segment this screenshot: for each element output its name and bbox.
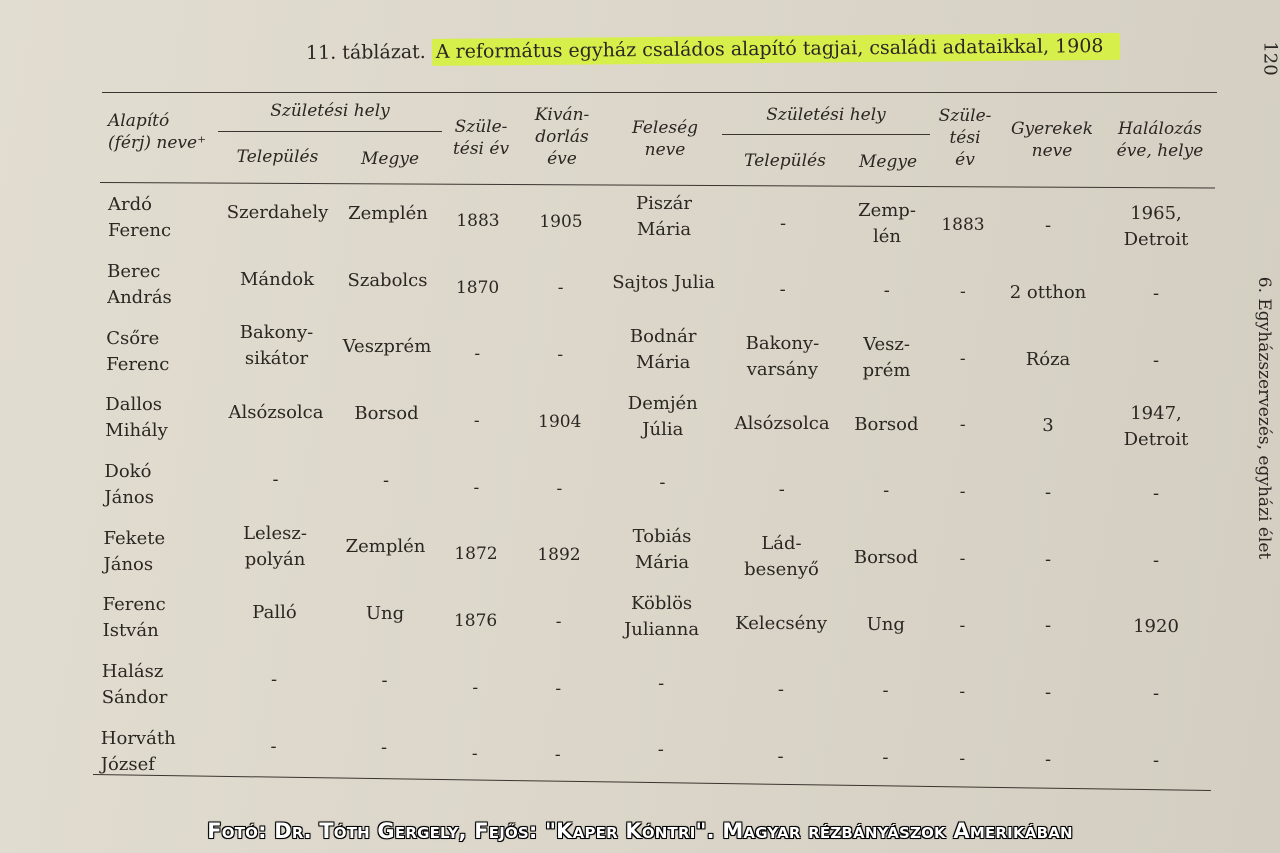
cell-wife-county: - bbox=[883, 480, 890, 502]
header-wife-birthplace-group: Születési hely bbox=[766, 105, 886, 125]
cell-wife-settlement: Bakony- varsány bbox=[745, 332, 820, 380]
cell-wife-county: Ung bbox=[866, 613, 905, 635]
cell-name: Halász Sándor bbox=[101, 661, 168, 709]
cell-children: - bbox=[1044, 748, 1052, 770]
header-children-names: Gyerekek neve bbox=[1010, 119, 1094, 161]
table-bottom-rule bbox=[93, 774, 1211, 791]
cell-wife-birth-year: - bbox=[959, 615, 966, 636]
cell-death: - bbox=[1152, 549, 1160, 571]
cell-wife: Bodnár Mária bbox=[629, 326, 697, 374]
cell-children: 2 otthon bbox=[1009, 281, 1087, 303]
cell-wife-settlement: - bbox=[777, 679, 784, 701]
header-emigration-year: Kiván- dorlás éve bbox=[534, 105, 590, 169]
cell-birth-year: - bbox=[474, 344, 481, 365]
cell-wife-settlement: - bbox=[779, 212, 787, 234]
cell-wife-county: Zemp- lén bbox=[858, 200, 916, 248]
cell-county: Ung bbox=[365, 603, 405, 625]
cell-wife-birth-year: - bbox=[959, 415, 966, 436]
header-birth-year: Szüle- tési év bbox=[452, 117, 510, 159]
cell-settlement: Mándok bbox=[239, 268, 315, 290]
cell-birth-year: 1870 bbox=[455, 277, 500, 298]
cell-county: - bbox=[381, 669, 388, 691]
table-number: 11. táblázat. bbox=[305, 40, 426, 64]
cell-county: Szabolcs bbox=[347, 269, 428, 291]
cell-wife-settlement: Kelecsény bbox=[735, 612, 828, 634]
cell-wife-settlement: - bbox=[778, 479, 785, 501]
cell-death: - bbox=[1152, 282, 1160, 304]
cell-wife-county: - bbox=[883, 280, 890, 302]
header-county: Megye bbox=[360, 149, 419, 169]
table-top-rule bbox=[102, 92, 1217, 93]
cell-wife-settlement: Alsózsolca bbox=[734, 412, 830, 434]
cell-settlement: Bakony- sikátor bbox=[239, 322, 314, 370]
cell-name: Ardó Ferenc bbox=[108, 194, 172, 242]
cell-wife-settlement: - bbox=[777, 746, 784, 768]
cell-emigration: - bbox=[555, 611, 562, 632]
cell-county: Zemplén bbox=[348, 202, 428, 224]
header-wife-name: Feleség neve bbox=[631, 118, 699, 160]
cell-wife-birth-year: - bbox=[959, 482, 966, 503]
cell-settlement: - bbox=[270, 735, 277, 757]
cell-emigration: - bbox=[557, 278, 564, 299]
cell-name: Fekete János bbox=[103, 527, 166, 575]
cell-wife: Demjén Júlia bbox=[627, 392, 698, 440]
cell-emigration: 1904 bbox=[538, 411, 582, 432]
cell-county: Veszprém bbox=[342, 336, 432, 358]
cell-county: - bbox=[382, 469, 390, 491]
cell-emigration: - bbox=[554, 745, 561, 766]
cell-name: Dokó János bbox=[104, 460, 155, 508]
cell-death: 1920 bbox=[1133, 616, 1179, 638]
cell-death: - bbox=[1152, 482, 1160, 504]
cell-wife-county: Vesz- prém bbox=[862, 333, 911, 381]
cell-emigration: 1892 bbox=[537, 545, 581, 566]
header-death: Halálozás éve, helye bbox=[1116, 119, 1204, 161]
header-wife-settlement: Település bbox=[744, 151, 826, 171]
cell-birth-year: - bbox=[473, 477, 480, 498]
cell-children: - bbox=[1044, 215, 1052, 237]
cell-emigration: - bbox=[556, 478, 563, 499]
cell-birth-year: 1883 bbox=[456, 210, 500, 231]
birthplace-group-rule bbox=[218, 131, 442, 132]
cell-wife-settlement: - bbox=[779, 279, 786, 301]
cell-children: - bbox=[1044, 548, 1052, 570]
cell-wife: Tobiás Mária bbox=[632, 526, 692, 574]
header-bottom-rule bbox=[100, 182, 1215, 188]
cell-birth-year: - bbox=[473, 410, 480, 431]
cell-settlement: Lelesz- polyán bbox=[243, 522, 307, 570]
highlighted-title: A református egyház családos alapító tagjai, családi adataikkal, 1908 bbox=[432, 33, 1120, 66]
cell-wife-birth-year: - bbox=[959, 348, 966, 369]
table-title bbox=[306, 35, 1120, 64]
cell-wife-birth-year: - bbox=[959, 748, 966, 769]
cell-settlement: Alsózsolca bbox=[228, 402, 324, 424]
cell-county: - bbox=[380, 736, 388, 758]
cell-death: - bbox=[1152, 749, 1160, 771]
cell-name: Berec András bbox=[107, 260, 172, 308]
cell-settlement: - bbox=[272, 468, 279, 490]
cell-county: Zemplén bbox=[345, 536, 426, 558]
cell-settlement: - bbox=[270, 668, 278, 690]
cell-birth-year: 1876 bbox=[453, 611, 498, 632]
cell-wife-county: Borsod bbox=[854, 413, 919, 435]
cell-children: 3 bbox=[1042, 415, 1054, 437]
cell-wife-birth-year: - bbox=[959, 548, 966, 569]
cell-death: 1947, Detroit bbox=[1123, 403, 1189, 451]
cell-wife: Piszár Mária bbox=[636, 192, 692, 240]
cell-wife-county: - bbox=[882, 747, 889, 769]
header-founder-name: Alapító (férj) neve⁺ bbox=[108, 111, 207, 153]
header-wife-birth-year: Szüle- tési év bbox=[938, 106, 992, 170]
cell-wife: - bbox=[659, 472, 666, 494]
cell-death: - bbox=[1152, 683, 1160, 705]
cell-wife: - bbox=[657, 739, 664, 761]
cell-name: Ferenc István bbox=[102, 594, 166, 642]
cell-birth-year: - bbox=[472, 677, 479, 698]
cell-wife-birth-year: 1883 bbox=[941, 215, 985, 236]
header-wife-county: Megye bbox=[858, 152, 917, 172]
cell-county: Borsod bbox=[354, 403, 419, 425]
cell-name: Horváth József bbox=[100, 727, 176, 775]
cell-children: - bbox=[1044, 682, 1052, 704]
photo-caption: Fotó: Dr. Tóth Gergely, Fejős: "Kaper Kóntri". Magyar rézbányászok Amerikában bbox=[207, 819, 1073, 843]
cell-settlement: Palló bbox=[252, 602, 297, 624]
cell-wife: Sajtos Julia bbox=[612, 272, 715, 294]
cell-name: Csőre Ferenc bbox=[106, 327, 170, 375]
cell-death: 1965, Detroit bbox=[1123, 203, 1189, 251]
cell-wife-county: - bbox=[882, 680, 889, 702]
cell-birth-year: - bbox=[471, 744, 478, 765]
cell-name: Dallos Mihály bbox=[105, 394, 168, 442]
cell-death: - bbox=[1152, 349, 1160, 371]
running-head: 6. Egyházszervezés, egyházi élet bbox=[1254, 276, 1274, 560]
cell-wife: - bbox=[658, 672, 665, 694]
header-settlement: Település bbox=[236, 147, 319, 167]
cell-wife-birth-year: - bbox=[960, 282, 966, 303]
cell-children: - bbox=[1044, 615, 1052, 637]
cell-wife-birth-year: - bbox=[959, 682, 966, 703]
cell-wife-settlement: Lád- besenyő bbox=[744, 533, 819, 581]
cell-emigration: 1905 bbox=[539, 211, 583, 232]
cell-children: - bbox=[1044, 482, 1052, 504]
cell-emigration: - bbox=[555, 678, 562, 699]
wife-birthplace-group-rule bbox=[722, 134, 930, 135]
cell-birth-year: 1872 bbox=[454, 544, 498, 565]
header-birthplace-group: Születési hely bbox=[270, 101, 390, 121]
cell-wife-county: Borsod bbox=[853, 546, 919, 568]
cell-emigration: - bbox=[557, 345, 564, 366]
cell-children: Róza bbox=[1025, 348, 1071, 370]
cell-wife: Köblös Julianna bbox=[624, 592, 700, 640]
page-number: 120 bbox=[1259, 41, 1280, 76]
cell-settlement: Szerdahely bbox=[226, 202, 329, 224]
